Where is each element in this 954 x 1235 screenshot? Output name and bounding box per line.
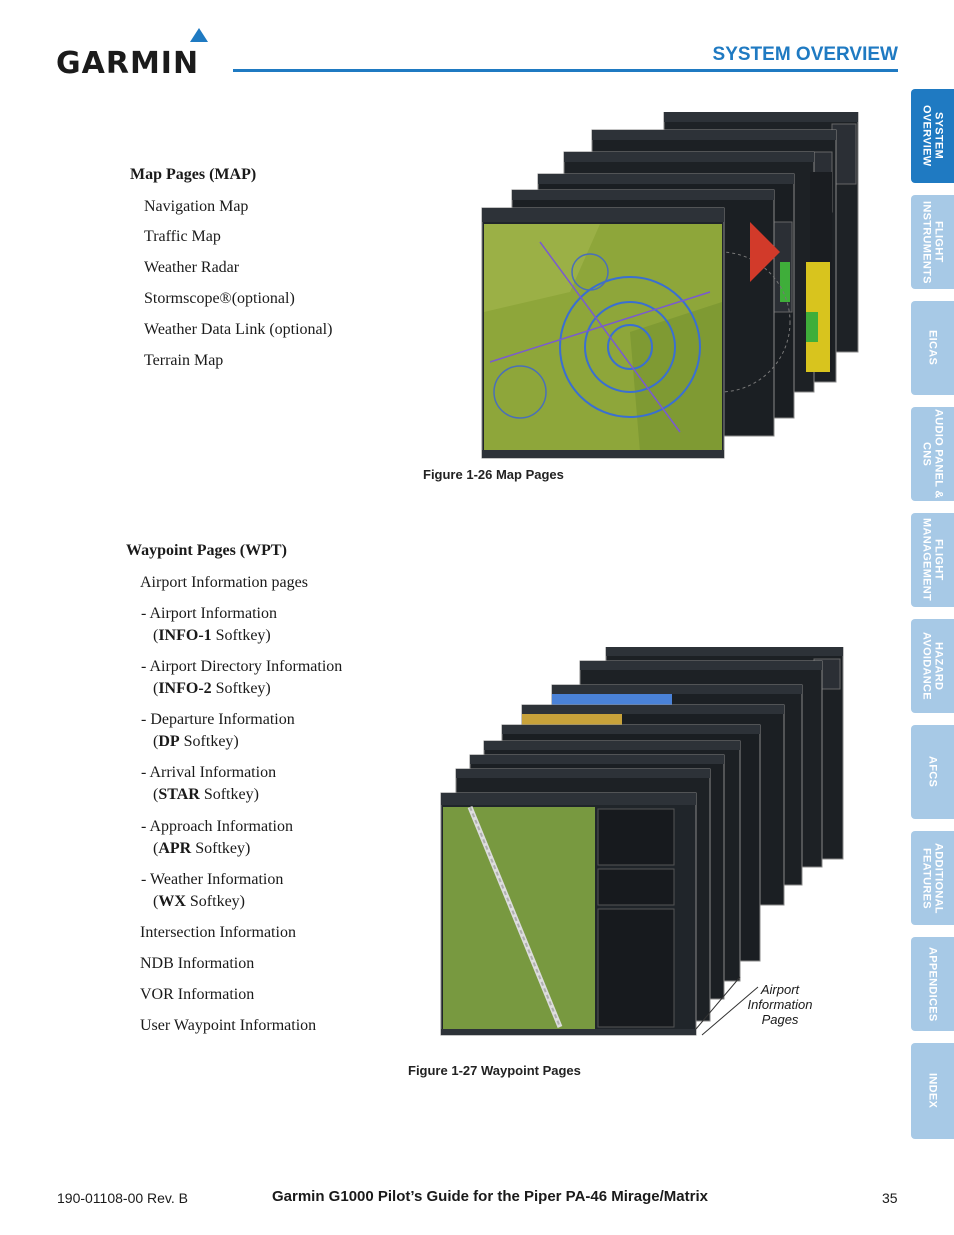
- tab-label: FLIGHT MANAGEMENT: [920, 518, 945, 602]
- figure-1-27-caption: Figure 1-27 Waypoint Pages: [408, 1063, 581, 1078]
- sub-item-softkey: (WX Softkey): [153, 893, 245, 910]
- map-item: Stormscope®(optional): [144, 290, 295, 307]
- waypoint-item: NDB Information: [140, 955, 255, 972]
- softkey-name: INFO-1: [158, 627, 212, 644]
- garmin-logo: [56, 26, 221, 81]
- tab-afcs[interactable]: [911, 725, 954, 819]
- waypoint-sub-item: [141, 709, 295, 753]
- softkey-suffix: Softkey): [179, 733, 239, 750]
- tab-appendices[interactable]: [911, 937, 954, 1031]
- waypoint-intro: Airport Information pages: [140, 574, 308, 591]
- figure-1-26-caption: Figure 1-26 Map Pages: [423, 467, 564, 482]
- page-number: 35: [882, 1190, 898, 1206]
- softkey-name: WX: [158, 893, 186, 910]
- waypoint-item: Intersection Information: [140, 924, 296, 941]
- softkey-name: DP: [158, 733, 180, 750]
- softkey-suffix: Softkey): [211, 627, 271, 644]
- tab-label: INDEX: [926, 1073, 939, 1109]
- header-rule: [233, 69, 898, 72]
- waypoint-sub-item: [141, 603, 277, 647]
- sub-item-softkey: (INFO-1 Softkey): [153, 627, 271, 644]
- sub-item-label: - Departure Information: [141, 711, 295, 728]
- waypoint-pages-heading: Waypoint Pages (WPT): [126, 542, 287, 559]
- sub-item-label: - Arrival Information: [141, 764, 277, 781]
- logo-text: GARMIN: [56, 46, 200, 81]
- tab-label: AFCS: [926, 756, 939, 788]
- tab-additional-features[interactable]: [911, 831, 954, 925]
- waypoint-sub-item: [141, 656, 342, 700]
- softkey-suffix: Softkey): [185, 893, 245, 910]
- tab-flight-management[interactable]: [911, 513, 954, 607]
- tab-eicas[interactable]: [911, 301, 954, 395]
- tab-system-overview[interactable]: [911, 89, 954, 183]
- callout-line: Pages: [761, 1012, 799, 1027]
- waypoint-item: User Waypoint Information: [140, 1017, 317, 1034]
- tab-label: FLIGHT INSTRUMENTS: [920, 200, 945, 284]
- softkey-name: INFO-2: [158, 680, 212, 697]
- callout-line: Airport: [760, 982, 800, 997]
- tab-label: APPENDICES: [926, 946, 939, 1022]
- sub-item-label: - Weather Information: [141, 871, 284, 888]
- doc-number: 190-01108-00 Rev. B: [57, 1190, 189, 1206]
- section-title: SYSTEM OVERVIEW: [712, 44, 898, 65]
- tab-label: AUDIO PANEL & CNS: [920, 409, 945, 499]
- softkey-name: STAR: [158, 786, 200, 803]
- tab-label: HAZARD AVOIDANCE: [920, 632, 945, 700]
- softkey-name: APR: [158, 840, 192, 857]
- softkey-suffix: Softkey): [211, 680, 271, 697]
- tab-label: EICAS: [926, 330, 939, 366]
- tab-label: SYSTEM OVERVIEW: [920, 105, 945, 167]
- tab-flight-instruments[interactable]: [911, 195, 954, 289]
- softkey-suffix: Softkey): [191, 840, 251, 857]
- map-screen-navigation: [482, 208, 724, 458]
- sub-item-label: - Airport Directory Information: [141, 658, 343, 675]
- sub-item-softkey: (INFO-2 Softkey): [153, 680, 271, 697]
- wpt-screen-airport-info: [441, 793, 696, 1035]
- tab-label: ADDITIONAL FEATURES: [920, 842, 945, 914]
- softkey-suffix: Softkey): [199, 786, 259, 803]
- waypoint-sub-item: [141, 762, 276, 806]
- map-pages-heading: Map Pages (MAP): [130, 166, 257, 183]
- map-pages-figure: [480, 112, 860, 460]
- tab-index[interactable]: [911, 1043, 954, 1139]
- waypoint-pages-figure: [440, 647, 845, 1037]
- map-item: Navigation Map: [144, 198, 249, 215]
- sub-item-softkey: (DP Softkey): [153, 733, 239, 750]
- sub-item-softkey: (APR Softkey): [153, 840, 251, 857]
- logo-triangle-icon: [190, 28, 208, 42]
- waypoint-item: VOR Information: [140, 986, 255, 1003]
- sub-item-label: - Airport Information: [141, 605, 277, 622]
- sub-item-label: - Approach Information: [141, 818, 293, 835]
- map-item: Traffic Map: [144, 228, 221, 245]
- sub-item-softkey: (STAR Softkey): [153, 786, 259, 803]
- map-item: Weather Radar: [144, 259, 240, 276]
- waypoint-sub-item: [141, 816, 293, 860]
- callout-line: Information: [747, 997, 813, 1012]
- map-item: Terrain Map: [144, 352, 224, 369]
- tab-audio-panel-cns[interactable]: [911, 407, 954, 501]
- guide-title: Garmin G1000 Pilot’s Guide for the Piper PA-46 Mirage/Matrix: [272, 1188, 708, 1205]
- airport-info-callout: [742, 982, 818, 1027]
- map-item: Weather Data Link (optional): [144, 321, 333, 338]
- waypoint-sub-item: [141, 869, 283, 913]
- tab-hazard-avoidance[interactable]: [911, 619, 954, 713]
